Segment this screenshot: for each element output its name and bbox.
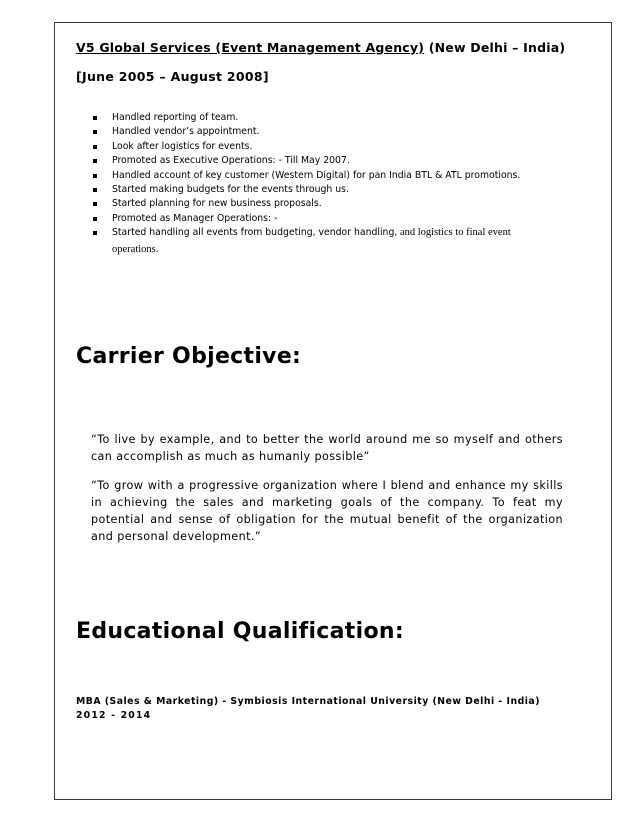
company-name: V5 Global Services (Event Management Agency): [76, 40, 425, 55]
duties-list: [92, 111, 542, 258]
duty-item: Handled reporting of team.: [92, 111, 542, 125]
duty-item: Promoted as Manager Operations: -: [92, 212, 542, 226]
education-degree: MBA (Sales & Marketing) - Symbiosis International University (New Delhi - India): [76, 696, 540, 707]
duty-item: Handled account of key customer (Western Digital) for pan India BTL & ATL promotions.: [92, 169, 542, 183]
duty-item: Started handling all events from budgeting, vendor handling, and logistics to final event operations.: [92, 226, 542, 257]
company-location: (New Delhi – India): [424, 40, 566, 55]
job-dates: [June 2005 – August 2008]: [76, 69, 269, 84]
duty-item: Look after logistics for events.: [92, 140, 542, 154]
objective-title: Carrier Objective:: [76, 344, 302, 369]
objective-paragraph: “To grow with a progressive organization where I blend and enhance my skills in achieving the sales and marketing goals of the company. To feat my potential and sense of obligation for the mutual benefit of the organization and personal development.”: [91, 479, 563, 543]
duty-item: Promoted as Executive Operations: - Till May 2007.: [92, 154, 542, 168]
duty-item: Started making budgets for the events through us.: [92, 183, 542, 197]
education-years: 2012 - 2014: [76, 710, 152, 721]
duty-item-wrap: operations.: [112, 243, 159, 255]
duty-item-tail: and logistics to final event: [397, 227, 511, 239]
job-heading: [76, 40, 565, 55]
duty-item: Started planning for new business proposals.: [92, 197, 542, 211]
objective-paragraph: “To live by example, and to better the world around me so myself and others can accomplish as much as humanly possible”: [91, 433, 563, 463]
education-title: Educational Qualification:: [76, 619, 404, 644]
duty-item: Handled vendor’s appointment.: [92, 125, 542, 139]
